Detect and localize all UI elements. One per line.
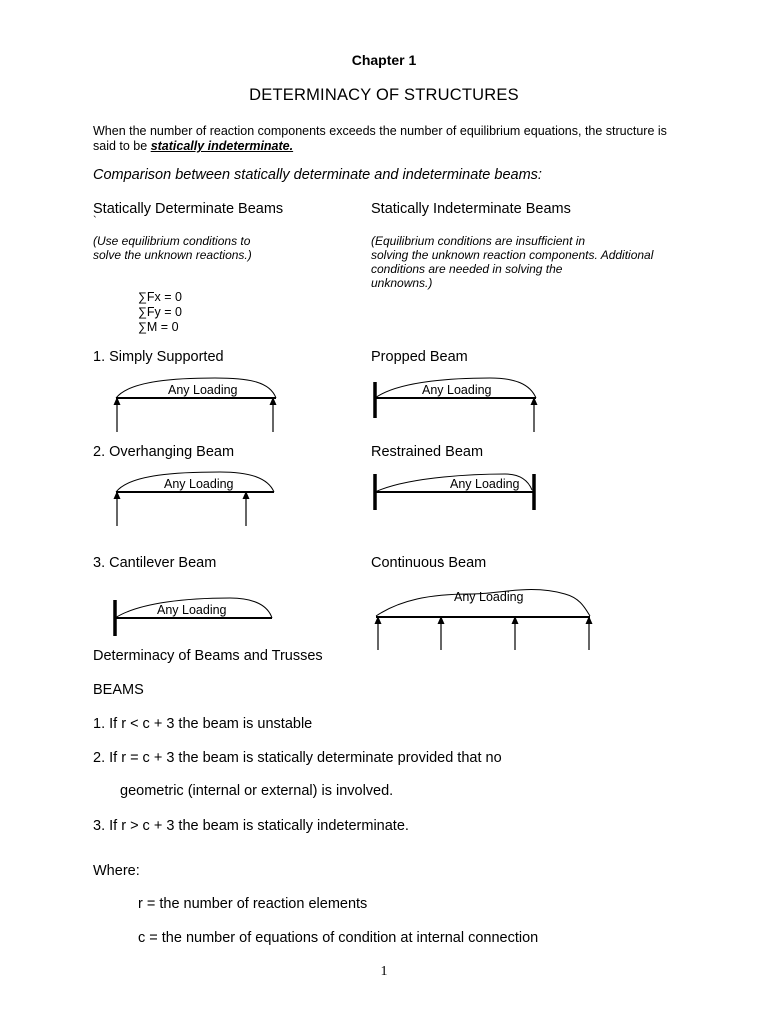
continuous-beam-diagram xyxy=(370,582,600,652)
comparison-heading: Comparison between statically determinate and indeterminate beams: xyxy=(93,167,542,183)
page-number: 1 xyxy=(380,964,388,979)
definition-c: c = the number of equations of condition at internal connection xyxy=(138,930,539,946)
beams-heading: BEAMS xyxy=(93,682,144,698)
where-label: Where: xyxy=(93,863,140,879)
cantilever-beam-diagram xyxy=(110,592,290,642)
indeterminate-note-1: (Equilibrium conditions are insufficient in xyxy=(371,234,586,248)
restrained-beam-label: Restrained Beam xyxy=(371,444,484,460)
intro-line-2 xyxy=(93,139,293,153)
stray-mark: ` xyxy=(93,215,97,227)
propped-beam-label: Propped Beam xyxy=(371,349,468,365)
simply-supported-diagram xyxy=(100,372,290,434)
equation-sum-fy: ∑Fy = 0 xyxy=(138,305,182,319)
simply-supported-label: 1. Simply Supported xyxy=(93,349,224,365)
propped-beam-diagram xyxy=(370,372,560,434)
continuous-beam-label: Continuous Beam xyxy=(371,555,487,571)
load-label: Any Loading xyxy=(454,590,524,604)
intro-emphasis: statically indeterminate. xyxy=(150,139,294,153)
determinacy-heading: Determinacy of Beams and Trusses xyxy=(93,648,323,664)
load-label: Any Loading xyxy=(168,383,238,397)
load-label: Any Loading xyxy=(450,477,520,491)
equation-sum-m: ∑M = 0 xyxy=(138,320,179,334)
rule-2: 2. If r = c + 3 the beam is statically determinate provided that no xyxy=(93,750,502,766)
determinate-note-2: solve the unknown reactions.) xyxy=(93,248,252,262)
chapter-label: Chapter 1 xyxy=(351,52,417,68)
cantilever-beam-label: 3. Cantilever Beam xyxy=(93,555,217,571)
intro-line-1: When the number of reaction components exceeds the number of equilibrium equations, the structure is xyxy=(93,124,667,138)
restrained-beam-diagram xyxy=(370,466,560,528)
indeterminate-heading: Statically Indeterminate Beams xyxy=(371,201,571,217)
indeterminate-note-4: unknowns.) xyxy=(371,276,433,290)
indeterminate-note-3: conditions are needed in solving the xyxy=(371,262,563,276)
load-label: Any Loading xyxy=(164,477,234,491)
load-label: Any Loading xyxy=(422,383,492,397)
overhanging-beam-diagram xyxy=(100,466,290,528)
rule-3: 3. If r > c + 3 the beam is statically indeterminate. xyxy=(93,818,409,834)
intro-prefix: said to be xyxy=(93,139,151,153)
determinate-heading: Statically Determinate Beams xyxy=(93,201,284,217)
determinate-note-1: (Use equilibrium conditions to xyxy=(93,234,251,248)
rule-2-continued: geometric (internal or external) is involved. xyxy=(120,783,394,799)
indeterminate-note-2: solving the unknown reaction components. Additional xyxy=(371,248,654,262)
equation-sum-fx: ∑Fx = 0 xyxy=(138,290,182,304)
load-label: Any Loading xyxy=(157,603,227,617)
rule-1: 1. If r < c + 3 the beam is unstable xyxy=(93,716,313,732)
definition-r: r = the number of reaction elements xyxy=(138,896,368,912)
page-title: DETERMINACY OF STRUCTURES xyxy=(249,86,519,104)
overhanging-beam-label: 2. Overhanging Beam xyxy=(93,444,235,460)
